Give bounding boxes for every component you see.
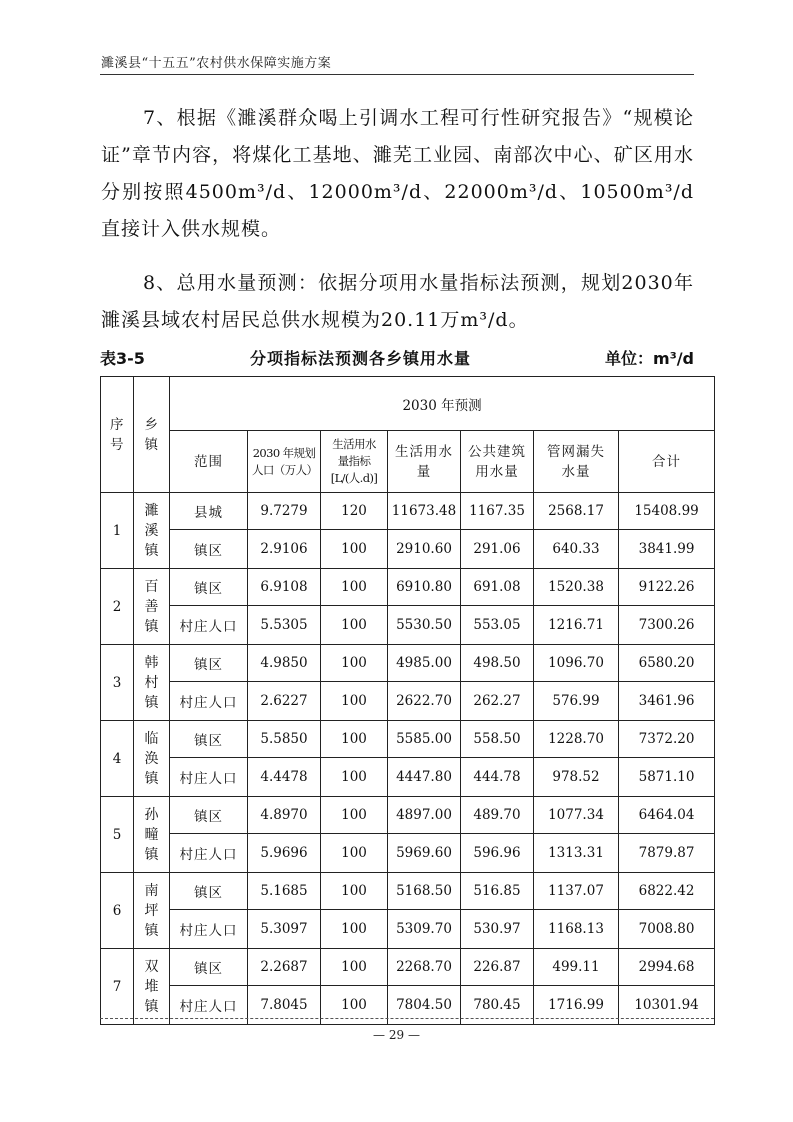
table-row [101,682,715,721]
table-row [101,493,715,530]
cell-scope: 村庄人口 [170,606,248,645]
header-quota: 生活用水量指标[L/(人.d)] [321,431,388,493]
cell-public: 489.70 [461,797,534,834]
cell-seq: 5 [101,797,134,873]
cell-leakage: 1520.38 [534,569,619,606]
cell-scope: 镇区 [170,873,248,910]
cell-total: 6580.20 [619,645,715,682]
cell-public: 780.45 [461,986,534,1025]
cell-population: 4.4478 [248,758,321,797]
cell-domestic: 4897.00 [388,797,461,834]
cell-domestic: 5530.50 [388,606,461,645]
cell-scope: 村庄人口 [170,758,248,797]
header-total: 合计 [619,431,715,493]
cell-domestic: 2268.70 [388,949,461,986]
cell-leakage: 576.99 [534,682,619,721]
cell-scope: 镇区 [170,645,248,682]
header-rule [100,74,694,75]
cell-total: 7879.87 [619,834,715,873]
table-row [101,834,715,873]
page-number: — 29 — [373,1028,420,1042]
cell-leakage: 1716.99 [534,986,619,1025]
cell-public: 553.05 [461,606,534,645]
cell-domestic: 5309.70 [388,910,461,949]
cell-quota: 100 [321,797,388,834]
cell-total: 3841.99 [619,530,715,569]
cell-town [134,949,170,1025]
header-public: 公共建筑用水量 [461,431,534,493]
cell-quota: 100 [321,721,388,758]
cell-total: 2994.68 [619,949,715,986]
cell-total: 6464.04 [619,797,715,834]
cell-public: 596.96 [461,834,534,873]
header-town: 乡镇 [134,377,170,493]
cell-scope: 镇区 [170,797,248,834]
cell-quota: 120 [321,493,388,530]
cell-leakage: 1168.13 [534,910,619,949]
header-population: 2030 年规划人口（万人） [248,431,321,493]
cell-domestic: 2622.70 [388,682,461,721]
table-row [101,606,715,645]
town-name: 濉溪镇 [144,502,159,559]
cell-leakage: 1077.34 [534,797,619,834]
cell-population: 5.5305 [248,606,321,645]
table-row [101,645,715,682]
header-leakage: 管网漏失水量 [534,431,619,493]
cell-scope: 镇区 [170,721,248,758]
table-row [101,721,715,758]
cell-quota: 100 [321,873,388,910]
running-header: 濉溪县“十五五”农村供水保障实施方案 [101,56,332,71]
cell-total: 15408.99 [619,493,715,530]
cell-scope: 村庄人口 [170,910,248,949]
cell-scope: 镇区 [170,949,248,986]
cell-quota: 100 [321,986,388,1025]
table-row [101,797,715,834]
table-row [101,530,715,569]
cell-public: 691.08 [461,569,534,606]
cell-population: 2.9106 [248,530,321,569]
cell-seq: 1 [101,493,134,569]
header-domestic: 生活用水量 [388,431,461,493]
cell-scope: 村庄人口 [170,986,248,1025]
cell-population: 6.9108 [248,569,321,606]
table-caption [100,342,694,370]
town-name: 韩村镇 [144,654,159,711]
cell-leakage: 978.52 [534,758,619,797]
table-row [101,873,715,910]
cell-town [134,569,170,645]
cell-domestic: 4447.80 [388,758,461,797]
cell-leakage: 499.11 [534,949,619,986]
cell-seq: 2 [101,569,134,645]
cell-scope: 镇区 [170,530,248,569]
cell-leakage: 1096.70 [534,645,619,682]
cell-total: 9122.26 [619,569,715,606]
cell-scope: 村庄人口 [170,834,248,873]
cell-seq: 7 [101,949,134,1025]
cell-scope: 镇区 [170,569,248,606]
cell-public: 558.50 [461,721,534,758]
cell-quota: 100 [321,606,388,645]
cell-leakage: 1313.31 [534,834,619,873]
cell-town [134,493,170,569]
cell-total: 5871.10 [619,758,715,797]
cell-town [134,645,170,721]
cell-seq: 3 [101,645,134,721]
cell-scope: 村庄人口 [170,682,248,721]
cell-domestic: 11673.48 [388,493,461,530]
cell-quota: 100 [321,758,388,797]
cell-public: 291.06 [461,530,534,569]
cell-public: 226.87 [461,949,534,986]
paragraph-7 [101,100,694,248]
footer-rule [100,1018,714,1019]
cell-population: 2.6227 [248,682,321,721]
cell-leakage: 1137.07 [534,873,619,910]
cell-public: 262.27 [461,682,534,721]
cell-quota: 100 [321,645,388,682]
table-title: 分项指标法预测各乡镇用水量 [250,349,472,368]
cell-public: 516.85 [461,873,534,910]
cell-quota: 100 [321,682,388,721]
cell-population: 4.9850 [248,645,321,682]
town-name: 南坪镇 [144,882,159,939]
paragraph-8 [101,265,694,339]
cell-scope: 县城 [170,493,248,530]
table-unit: 单位：m³/d [605,349,694,368]
header-seq: 序号 [101,377,134,493]
cell-population: 9.7279 [248,493,321,530]
header-forecast-year: 2030 年预测 [170,377,715,431]
cell-quota: 100 [321,834,388,873]
town-name: 临涣镇 [144,730,159,787]
table-row [101,910,715,949]
water-demand-table [100,376,715,1025]
table-label: 表3-5 [100,349,145,368]
cell-public: 1167.35 [461,493,534,530]
cell-public: 444.78 [461,758,534,797]
cell-leakage: 640.33 [534,530,619,569]
cell-public: 498.50 [461,645,534,682]
cell-seq: 4 [101,721,134,797]
cell-seq: 6 [101,873,134,949]
cell-domestic: 2910.60 [388,530,461,569]
town-name: 孙疃镇 [144,806,159,863]
paragraph-7-text: 7、根据《濉溪群众喝上引调水工程可行性研究报告》“规模论证”章节内容，将煤化工基地、濉芜工业园、南部次中心、矿区用水分别按照4500m³/d、12000m³/d、22000m³/d、10500m³/d直接计入供水规模。 [101,107,694,240]
cell-domestic: 7804.50 [388,986,461,1025]
cell-population: 5.1685 [248,873,321,910]
cell-quota: 100 [321,949,388,986]
cell-population: 4.8970 [248,797,321,834]
cell-population: 5.5850 [248,721,321,758]
cell-total: 7008.80 [619,910,715,949]
cell-domestic: 6910.80 [388,569,461,606]
cell-leakage: 2568.17 [534,493,619,530]
cell-town [134,721,170,797]
table-row [101,949,715,986]
table-body [101,493,715,1025]
cell-quota: 100 [321,569,388,606]
cell-total: 7300.26 [619,606,715,645]
cell-domestic: 5168.50 [388,873,461,910]
cell-town [134,873,170,949]
cell-population: 7.8045 [248,986,321,1025]
cell-population: 5.9696 [248,834,321,873]
cell-town [134,797,170,873]
cell-public: 530.97 [461,910,534,949]
cell-domestic: 5585.00 [388,721,461,758]
cell-domestic: 5969.60 [388,834,461,873]
table-row [101,758,715,797]
cell-leakage: 1216.71 [534,606,619,645]
cell-total: 7372.20 [619,721,715,758]
cell-quota: 100 [321,910,388,949]
cell-total: 3461.96 [619,682,715,721]
cell-total: 10301.94 [619,986,715,1025]
cell-population: 5.3097 [248,910,321,949]
header-scope: 范围 [170,431,248,493]
cell-domestic: 4985.00 [388,645,461,682]
cell-quota: 100 [321,530,388,569]
town-name: 双堆镇 [144,958,159,1015]
cell-total: 6822.42 [619,873,715,910]
table-row [101,569,715,606]
cell-leakage: 1228.70 [534,721,619,758]
cell-population: 2.2687 [248,949,321,986]
town-name: 百善镇 [144,578,159,635]
paragraph-8-text: 8、总用水量预测：依据分项用水量指标法预测，规划2030年濉溪县域农村居民总供水规模为20.11万m³/d。 [101,272,694,331]
